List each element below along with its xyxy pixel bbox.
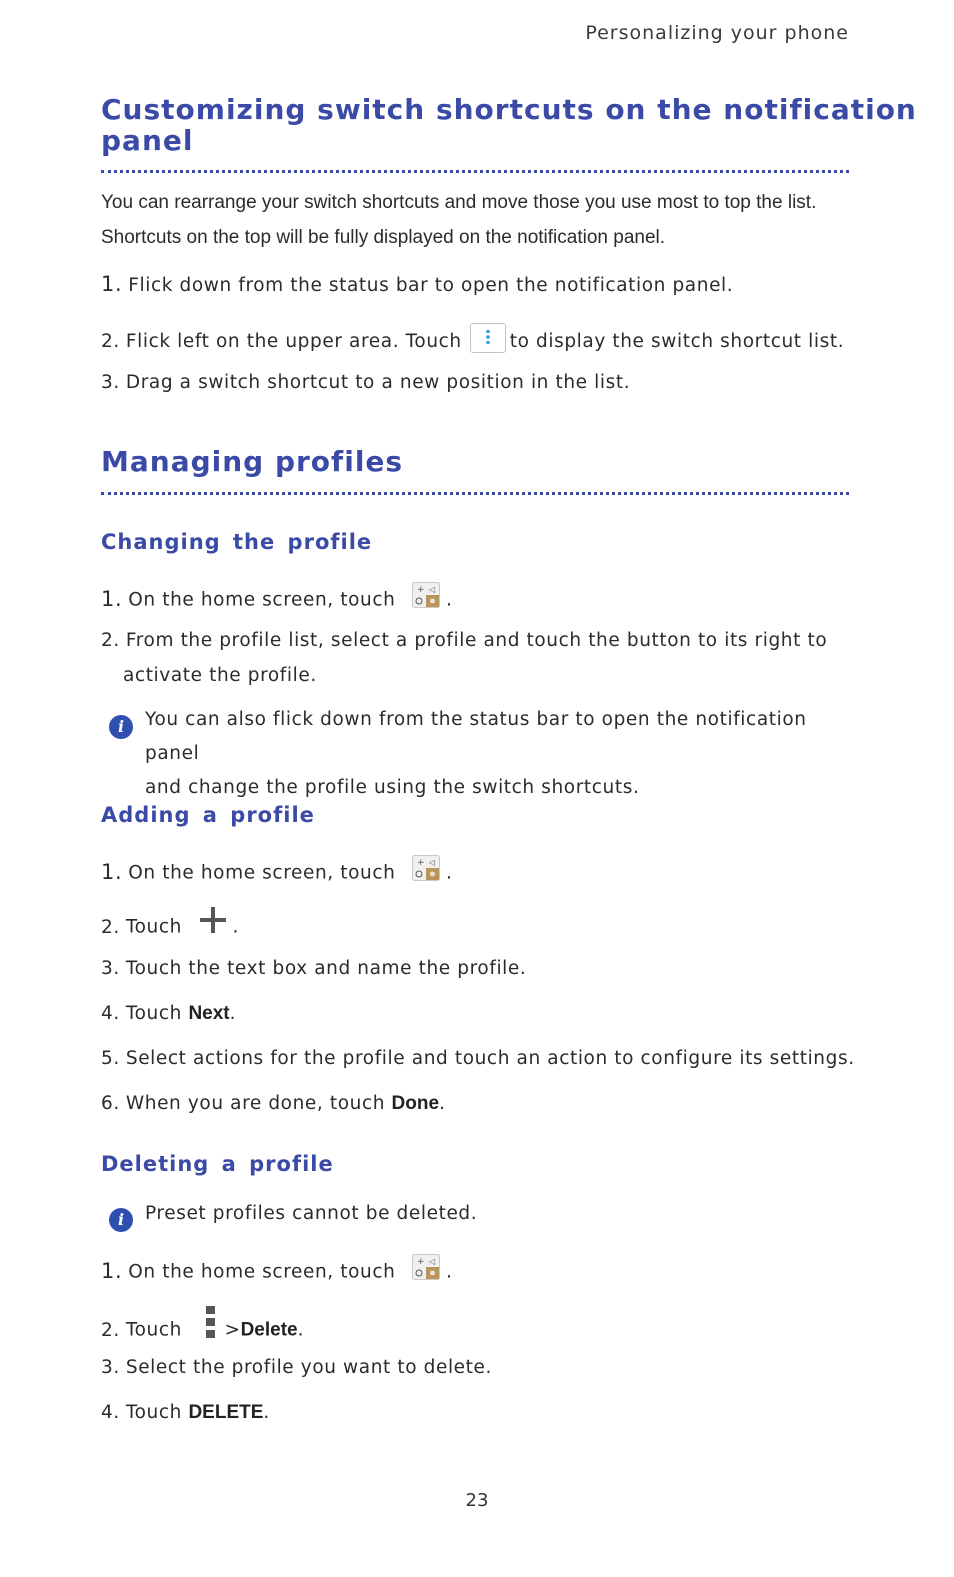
step-number: 1. (101, 859, 123, 884)
step-number: 1. (101, 586, 123, 611)
profiles-app-icon (412, 1254, 440, 1285)
info-icon: i (109, 1208, 133, 1232)
intro-line: You can rearrange your switch shortcuts and move those you use most to top the list. (101, 192, 817, 213)
subsection-title-adding: Adding a profile (101, 803, 315, 827)
step-item (101, 585, 452, 616)
step-text: . (263, 1402, 270, 1423)
svg-text:+: + (416, 858, 426, 868)
step-text: . (445, 862, 453, 884)
step-number: 3. (101, 372, 120, 393)
step-item (101, 1048, 855, 1069)
page-number: 23 (465, 1490, 489, 1511)
step-separator: > (224, 1319, 241, 1341)
step-text: On the home screen, touch (128, 589, 396, 611)
note-text (145, 703, 855, 805)
intro-paragraph (101, 185, 861, 255)
profiles-app-icon (412, 582, 440, 613)
step-number: 2. (101, 916, 120, 938)
step-item (101, 630, 827, 651)
step-number: 3. (101, 1357, 120, 1378)
step-text: . (229, 1003, 237, 1024)
step-text: Drag a switch shortcut to a new position in the list. (125, 372, 631, 393)
subsection-title-changing: Changing the profile (101, 530, 373, 554)
step-item (101, 1357, 492, 1378)
step-text: Touch (125, 1402, 182, 1423)
section-divider (101, 492, 849, 495)
step-number: 2. (101, 331, 120, 352)
subsection-title-deleting: Deleting a profile (101, 1152, 334, 1176)
step-text: . (445, 1261, 453, 1283)
svg-text:+: + (416, 1257, 426, 1267)
note-line: You can also flick down from the status bar to open the notification panel (145, 709, 807, 764)
plus-icon (200, 907, 226, 938)
section-divider (101, 170, 849, 173)
step-text: Touch (125, 916, 182, 938)
step-number: 4. (101, 1402, 120, 1423)
step-item (101, 1257, 452, 1288)
step-text: Flick down from the status bar to open the notification panel. (128, 275, 734, 296)
step-number: 2. (101, 630, 120, 651)
running-header: Personalizing your phone (585, 22, 849, 44)
step-item (101, 327, 844, 357)
step-number: 2. (101, 1319, 120, 1341)
step-bold-text: Delete (240, 1319, 298, 1341)
note-line: and change the profile using the switch shortcuts. (145, 777, 640, 798)
section-title-line2: panel (101, 124, 194, 157)
section-title-managing-profiles: Managing profiles (101, 445, 404, 478)
step-text: Flick left on the upper area. Touch (125, 331, 462, 352)
step-text: Touch the text box and name the profile. (125, 958, 527, 979)
step-item (101, 1312, 304, 1349)
step-number: 5. (101, 1048, 120, 1069)
section-title-line1: Customizing switch shortcuts on the notification (101, 93, 917, 126)
step-item (101, 1093, 446, 1115)
step-text: . (297, 1319, 305, 1341)
step-text: Select actions for the profile and touch an action to configure its settings. (125, 1048, 855, 1069)
step-text: On the home screen, touch (128, 862, 396, 884)
step-item (101, 272, 733, 296)
step-item (101, 372, 630, 393)
section-title-customizing (101, 94, 917, 156)
profiles-app-icon (412, 855, 440, 886)
step-text: Touch (125, 1319, 182, 1341)
step-item (101, 958, 526, 979)
step-text: Select the profile you want to delete. (125, 1357, 492, 1378)
step-bold-text: Done (391, 1093, 440, 1114)
intro-line: Shortcuts on the top will be fully displayed on the notification panel. (101, 227, 666, 248)
step-number: 1. (101, 1258, 123, 1283)
step-text: to display the switch shortcut list. (509, 331, 845, 352)
step-item (101, 858, 452, 889)
info-icon: i (109, 715, 133, 739)
step-text: . (232, 916, 239, 938)
svg-text:+: + (416, 585, 426, 595)
step-item (101, 1402, 270, 1424)
step-text: On the home screen, touch (128, 1261, 396, 1283)
step-number: 1. (101, 272, 123, 296)
svg-text:◁: ◁ (428, 585, 436, 594)
note-text: Preset profiles cannot be deleted. (145, 1203, 478, 1224)
step-text: . (439, 1093, 446, 1114)
svg-text:◁: ◁ (428, 1257, 436, 1266)
step-text: . (445, 589, 453, 611)
svg-text:◁: ◁ (428, 858, 436, 867)
menu-icon (206, 1306, 216, 1343)
step-number: 6. (101, 1093, 120, 1114)
step-continuation: activate the profile. (123, 665, 317, 686)
step-item (101, 1003, 236, 1025)
step-number: 3. (101, 958, 120, 979)
step-bold-text: Next (188, 1003, 230, 1024)
step-text: From the profile list, select a profile and touch the button to its right to (125, 630, 828, 651)
step-number: 4. (101, 1003, 120, 1024)
step-item (101, 912, 239, 943)
more-options-icon (470, 323, 506, 353)
step-text: Touch (125, 1003, 182, 1024)
step-text: When you are done, touch (125, 1093, 386, 1114)
step-bold-text: DELETE (188, 1402, 264, 1423)
